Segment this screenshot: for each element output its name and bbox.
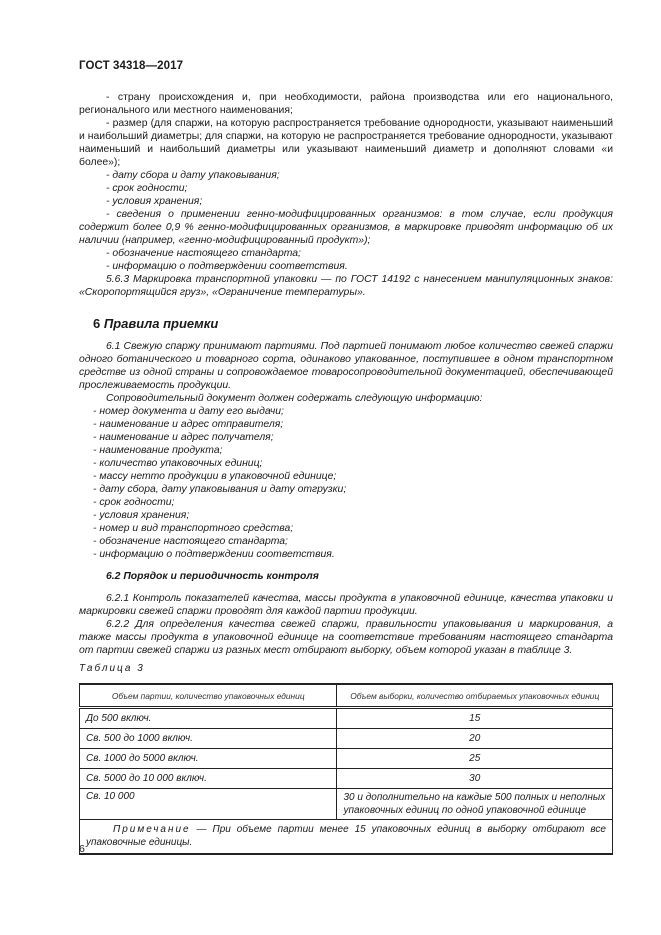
clause-6-2-1: 6.2.1 Контроль показателей качества, массы продукта в упаковочной единице, качества упаковки и маркировки свежей спаржи проводят для каждой партии продукции. bbox=[79, 593, 613, 617]
column-header: Объем партии, количество упаковочных единиц bbox=[80, 684, 337, 708]
list-item: - дату сбора и дату упаковывания; bbox=[106, 170, 280, 181]
table-row bbox=[80, 789, 613, 820]
table-row bbox=[80, 749, 613, 769]
list-item: - информацию о подтверждении соответствия. bbox=[93, 549, 335, 560]
table-caption: Таблица 3 bbox=[79, 663, 145, 674]
list-item: - обозначение настоящего стандарта; bbox=[106, 248, 301, 259]
list-item: - страну происхождения и, при необходимости, района производства или его национального, регионального или местного наименования; bbox=[79, 92, 613, 116]
section-6-body bbox=[79, 340, 613, 561]
document-header: ГОСТ 34318—2017 bbox=[79, 60, 184, 72]
table-row bbox=[80, 708, 613, 729]
note-text: — При объеме партии менее 15 упаковочных единиц в выборку отбирают все упаковочные единицы. bbox=[86, 824, 606, 848]
list-item: - обозначение настоящего стандарта; bbox=[93, 536, 288, 547]
list-item: - условия хранения; bbox=[106, 196, 203, 207]
list-item: - наименование и адрес отправителя; bbox=[93, 419, 284, 430]
table-row bbox=[80, 769, 613, 789]
sample-size-cell: 25 bbox=[337, 749, 613, 769]
doc-items-list bbox=[79, 405, 613, 561]
section-6-heading bbox=[93, 316, 627, 331]
lot-size-cell: Св. 5000 до 10 000 включ. bbox=[80, 769, 337, 789]
list-item: - количество упаковочных единиц; bbox=[93, 458, 263, 469]
sample-size-cell: 15 bbox=[337, 708, 613, 729]
subsection-6-2-body bbox=[79, 592, 613, 657]
list-item: - сведения о применении генно-модифицированных организмов: в том случае, если продукция содержит более 0,9 % генно-модифицированных организмов, в маркировке приводят информацию об их наличии (например, «генно-модифицированный продукт»); bbox=[79, 209, 613, 246]
section-title: Правила приемки bbox=[103, 316, 219, 331]
list-item: - номер и вид транспортного средства; bbox=[93, 523, 294, 534]
list-item: - условия хранения; bbox=[93, 510, 190, 521]
clause-6-1: 6.1 Свежую спаржу принимают партиями. Под партией понимают любое количество свежей спаржи одного ботанического и товарного сорта, одинаково упакованное, поступившее в одном транспортном средстве из одной страны и сопровождаемое товаросопроводительной документацией, обеспечивающей прослеживаемость продукции. bbox=[79, 341, 613, 391]
clause-6-2-2: 6.2.2 Для определения качества свежей спаржи, правильности упаковывания и маркирования, а также массы продукта в упаковочной единице на соответствие требованиям настоящего стандарта от партии свежей спаржи из разных мест отбирают выборку, объем которой указан в таблице 3. bbox=[79, 619, 613, 656]
lot-size-cell: До 500 включ. bbox=[80, 708, 337, 729]
table-note bbox=[80, 820, 613, 855]
list-item: - срок годности; bbox=[93, 497, 175, 508]
list-item: - срок годности; bbox=[106, 183, 188, 194]
note-label: Примечание bbox=[113, 824, 191, 835]
list-item: - массу нетто продукции в упаковочной единице; bbox=[93, 471, 337, 482]
lot-size-cell: Св. 10 000 bbox=[80, 789, 337, 820]
sample-size-cell: 20 bbox=[337, 729, 613, 749]
page-number: 6 bbox=[79, 843, 85, 855]
lot-size-cell: Св. 500 до 1000 включ. bbox=[80, 729, 337, 749]
table-row bbox=[80, 729, 613, 749]
sample-size-cell: 30 bbox=[337, 769, 613, 789]
section-number: 6 bbox=[93, 316, 101, 331]
list-item: - наименование и адрес получателя; bbox=[93, 432, 274, 443]
sample-size-cell: 30 и дополнительно на каждые 500 полных и неполных упаковочных единиц по одной упаковочной единице bbox=[337, 789, 613, 820]
subsection-6-2-heading: 6.2 Порядок и периодичность контроля bbox=[106, 571, 319, 582]
list-item: - наименование продукта; bbox=[93, 445, 223, 456]
table-note-row bbox=[80, 820, 613, 855]
clause-5-6-3: 5.6.3 Маркировка транспортной упаковки — по ГОСТ 14192 с нанесением манипуляционных знаков: «Скоропортящийся груз», «Ограничение температуры». bbox=[79, 274, 613, 298]
table-3 bbox=[79, 683, 613, 855]
lot-size-cell: Св. 1000 до 5000 включ. bbox=[80, 749, 337, 769]
table-header-row bbox=[80, 684, 613, 708]
column-header: Объем выборки, количество отбираемых упаковочных единиц bbox=[337, 684, 613, 708]
doc-intro: Сопроводительный документ должен содержать следующую информацию: bbox=[106, 393, 483, 404]
list-item: - дату сбора, дату упаковывания и дату отгрузки; bbox=[93, 484, 347, 495]
list-item: - размер (для спаржи, на которую распространяется требование однородности, указывают наименьший и наибольший диаметры; для спаржи, на которую не распространяется требование однородности, указывают наименьший и наибольший диаметры или указывают наименьший диаметр и дополняют словами «и более»); bbox=[79, 118, 613, 168]
list-item: - информацию о подтверждении соответствия. bbox=[106, 261, 348, 272]
section-5-tail bbox=[79, 91, 613, 299]
list-item: - номер документа и дату его выдачи; bbox=[93, 406, 284, 417]
